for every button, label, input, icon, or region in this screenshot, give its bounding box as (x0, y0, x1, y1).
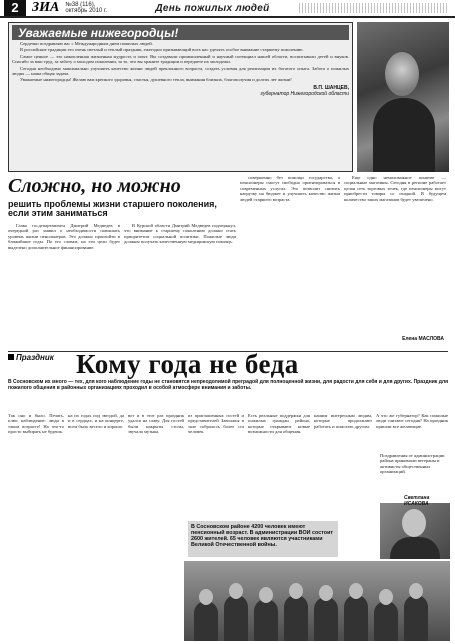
article-author: Светлана ИСАКОВА (404, 495, 430, 507)
greeting-paragraph: Самое ценное — это накопленная жизненная мудрость и опыт. Вы создавали промышленный и научный потенциал нашей области, воспитывали детей и внуков. Спасибо за ваш труд, за заботу о молодом поколении, за то, что вы храните традиции и передаете их молодежи. (12, 53, 349, 65)
issue-info: №38 (116), октябрь 2010 г. (65, 2, 108, 14)
article-age-no-trouble (8, 349, 448, 641)
page-header (0, 0, 455, 18)
rubric-label: Праздник (8, 353, 54, 362)
greeting-paragraph: В российские традиции это очень светлый и теплый праздник, ежегодно призывающий всех нас уделять особое внимание старшему поколению. (20, 47, 304, 53)
article-headline: Кому года не беда (76, 349, 299, 379)
greeting-paragraph: Сердечно поздравляю вас с Международным днем пожилых людей. (20, 41, 153, 46)
article-column: Еще одно немаловажное понятие — социальные магазины. Сегодня в регионе работает целая сеть торговых точек, где пенсионеры могут приобрести товары со скидкой. В будущем количество таких магазинов будет увеличено. (344, 175, 446, 202)
article-author: Елена МАСЛОВА (402, 336, 444, 342)
article-column: Так оно и было. Печать, плюс наблюдение: люди в таком возрасте! На что-то просто выбирать не будешь. (8, 413, 64, 435)
governor-photo (357, 22, 449, 172)
greeting-paragraph: Уважаемые нижегородцы! Желаю вам крепкого здоровья, счастья, душевного тепла, внимания близких, благополучия и долгих лет жизни! (20, 77, 292, 83)
governor-greeting (8, 22, 353, 172)
article-column: А что же губернатор? Как пожилые люди считают сегодня? На праздник пришли все желающие. (376, 413, 448, 429)
greeting-paragraph: Сегодня необходимо максимально улучшить качество жизни людей преклонного возраста, создать условия для реализации их богатого опыта. Забота о пожилых людях — наша общая задача. (12, 65, 349, 77)
article-column: Глава госдепартамента Дмитрий Медведев в очередной раз заявил о необходимости повышать уровень жизни пенсионеров. Это должно произойти в ближайшие годы. По его словам, на эти цели будет выделено дополнительное финансирование. (8, 223, 120, 250)
article-column: В Курской области Дмитрий Медведев подчеркнул, что внимание к старшему поколению должно стать приоритетом социальной политики. Пожилые люди должны получать качественную медицинскую помощь. (124, 223, 236, 245)
header-decoration (299, 3, 449, 13)
section-title: День пожилых людей (155, 2, 270, 14)
article-column: вот и в этот раз праздник удался на славу. Для гостей были накрыты столы, звучала музыка. (128, 413, 184, 435)
signature-name: В.П. ШАНЦЕВ, (313, 84, 349, 91)
woman-photo (380, 503, 450, 559)
article-headline: Сложно, но можно (8, 175, 181, 197)
signature-title: губернатор Нижегородской области (260, 90, 349, 97)
article-subheadline: решить проблемы жизни старшего поколения, если этим заниматься (8, 199, 217, 218)
photo-caption: Поздравления от администрации района принимали ветераны и активисты общественных организаций. (380, 453, 445, 475)
statistics-callout: В Сосновском районе 4200 человек имеют пенсионный возраст. В администрации ВОИ состоит 2600 жителей. 65 человек являются участниками Великой Отечественной войны. (188, 521, 338, 557)
audience-photo (184, 561, 450, 641)
article-column: на их годах под звездой, да и в сердцах, и на концерте, всем было весело и хорошо. (68, 413, 124, 429)
newspaper-logo: ЗИА (32, 0, 60, 15)
article-column: нашим интересным людям, которые продолжают работать и помогать другим. (314, 413, 372, 429)
article-column: совершенно без помощи государства, а пенсионеры смогут свободно ориентироваться в современных услугах. Это позволит снизить нагрузку на бюджет и улучшить качество жизни людей старшего возраста. (240, 175, 340, 202)
article-column: из приглашенных гостей и представителей Заволжья в зале собралось более ста человек. (188, 413, 244, 435)
article-lead: В Сосновском их много — тех, для кого наблюдение годы не становятся непреодолимой преградой для полноценной жизни, для радости для себя и для других. Праздник для пожилого общения в районных организациях проходил в особой атмосфере внимания и заботы. (8, 379, 448, 391)
article-complicated-but-possible (8, 175, 446, 350)
article-column: Есть реальные поддержки для пожилых граждан района, которые открывают новые возможности для общения. (248, 413, 310, 435)
page-number: 2 (4, 0, 26, 16)
greeting-title: Уважаемые нижегородцы! (12, 25, 349, 40)
